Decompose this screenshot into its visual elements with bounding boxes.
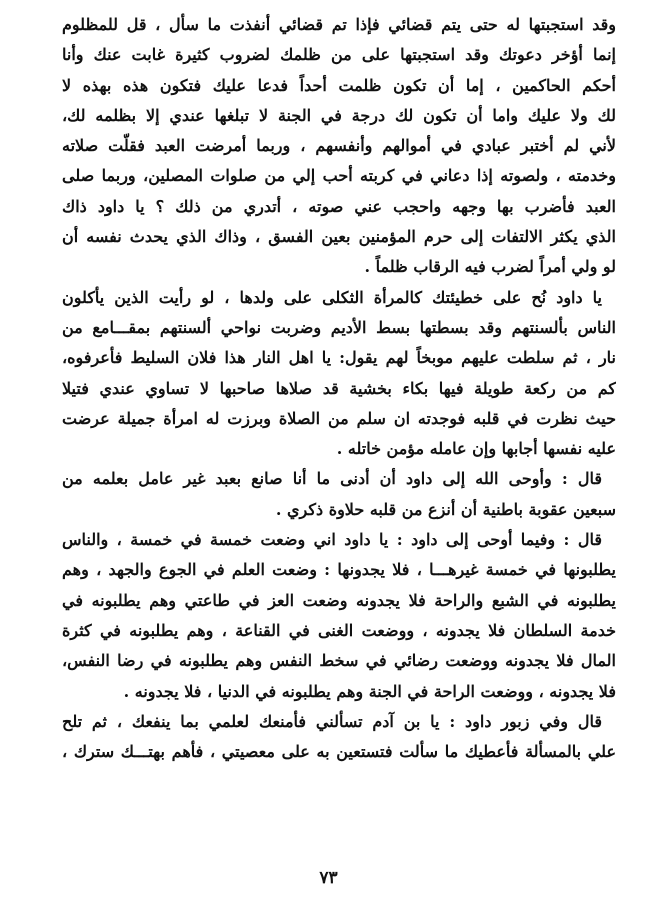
text-line: سبعين عقوبة باطنية أن أنزع من قلبه حلاوة ذكري . bbox=[275, 499, 616, 519]
text-line: إنما أؤخر دعوتك وقد استجبتها على من ظلمك لضروب كثيرة غابت عنك وأنا bbox=[62, 45, 616, 65]
text-line: يا داود نُح على خطيئتك كالمرأة الثكلى على ولدها ، لو رأيت الذين يأكلون bbox=[62, 287, 602, 307]
text-line: خدمة السلطان فلا يجدونه ، ووضعت الغنى في القناعة ، وهم يطلبونه في كثرة bbox=[62, 620, 616, 640]
text-line: علي بالمسألة فأعطيك ما سألت فتستعين به على معصيتي ، فأهم بهتـــك سترك ، bbox=[62, 742, 616, 762]
text-line: وخدمته ، ولصوته إذا دعاني في كربته أحب إلي من صلوات المصلين، وربما صلى bbox=[62, 166, 616, 186]
body-text bbox=[62, 10, 616, 767]
text-line: المال فلا يجدونه ووضعت رضائي في سخط النفس وهم يطلبونه في رضا النفس، bbox=[62, 651, 616, 671]
text-line: يطلبونه في الشبع والراحة فلا يجدونه وضعت العز في طاعتي وهم يطلبونه في bbox=[62, 590, 616, 610]
text-line: فلا يجدونه ، ووضعت الراحة في الجنة وهم يطلبونه في الدنيا ، فلا يجدونه . bbox=[123, 681, 616, 701]
text-line: يطلبونها في خمسة غيرهـــا ، فلا يجدونها : وضعت العلم في الجوع والجهد ، وهم bbox=[62, 560, 616, 580]
text-line: قال : وفيما أوحى إلى داود : يا داود اني وضعت خمسة في خمسة ، والناس bbox=[62, 530, 602, 550]
text-line: نار ، ثم سلطت عليهم موبخاً لهم يقول: يا اهل النار هذا فلان السليط فأعرفوه، bbox=[62, 348, 616, 368]
text-line: قال وفي زبور داود : يا بن آدم تسألني فأمنعك لعلمي بما ينفعك ، ثم تلح bbox=[62, 711, 602, 731]
text-line: قال : وأوحى الله إلى داود أن أدنى ما أنا صانع بعبد غير عامل بعلمه من bbox=[62, 469, 602, 489]
text-line: العبد فأضرب بها وجهه واحجب عني صوته ، أتدري من ذلك ؟ يا داود ذاك bbox=[62, 196, 616, 216]
text-line: لك ولا عليك واما أن تكون لك درجة في الجنة لا تبلغها عندي إلا بظلمه لك، bbox=[62, 105, 616, 125]
text-line: عليه نفسها أجابها وإن عامله مؤمن خاتله . bbox=[336, 439, 616, 459]
text-line: الذي يكثر الالتفات إلى حرم المؤمنين بعين الفسق ، وذاك الذي يحدث نفسه أن bbox=[62, 227, 616, 247]
text-line: لو ولي أمراً لضرب فيه الرقاب ظلماً . bbox=[364, 257, 616, 277]
text-line: الناس بألسنتهم وقد بسطتها بسط الأديم وضربت نواحي ألسنتهم بمقـــامع من bbox=[62, 317, 616, 337]
page-number: ٧٣ bbox=[319, 868, 338, 888]
text-line: كم من ركعة طويلة فيها بكاء بخشية قد صلاها صاحبها لا تساوي عندي فتيلا bbox=[62, 378, 616, 398]
text-line: وقد استجبتها له حتى يتم قضائي فإذا تم قضائي أنفذت ما سأل ، قل للمظلوم bbox=[62, 15, 616, 34]
text-line: حيث نظرت في قلبه فوجدته ان سلم من الصلاة وبرزت له امرأة جميلة عرضت bbox=[62, 408, 616, 428]
text-line: أحكم الحاكمين ، إما أن تكون ظلمت أحداً فدعا عليك فتكون هذه بهذه لا bbox=[62, 75, 616, 95]
text-line: لأني لم أختبر عبادي في أموالهم وأنفسهم ، وربما أمرضت العبد فقلّت صلاته bbox=[62, 136, 616, 156]
